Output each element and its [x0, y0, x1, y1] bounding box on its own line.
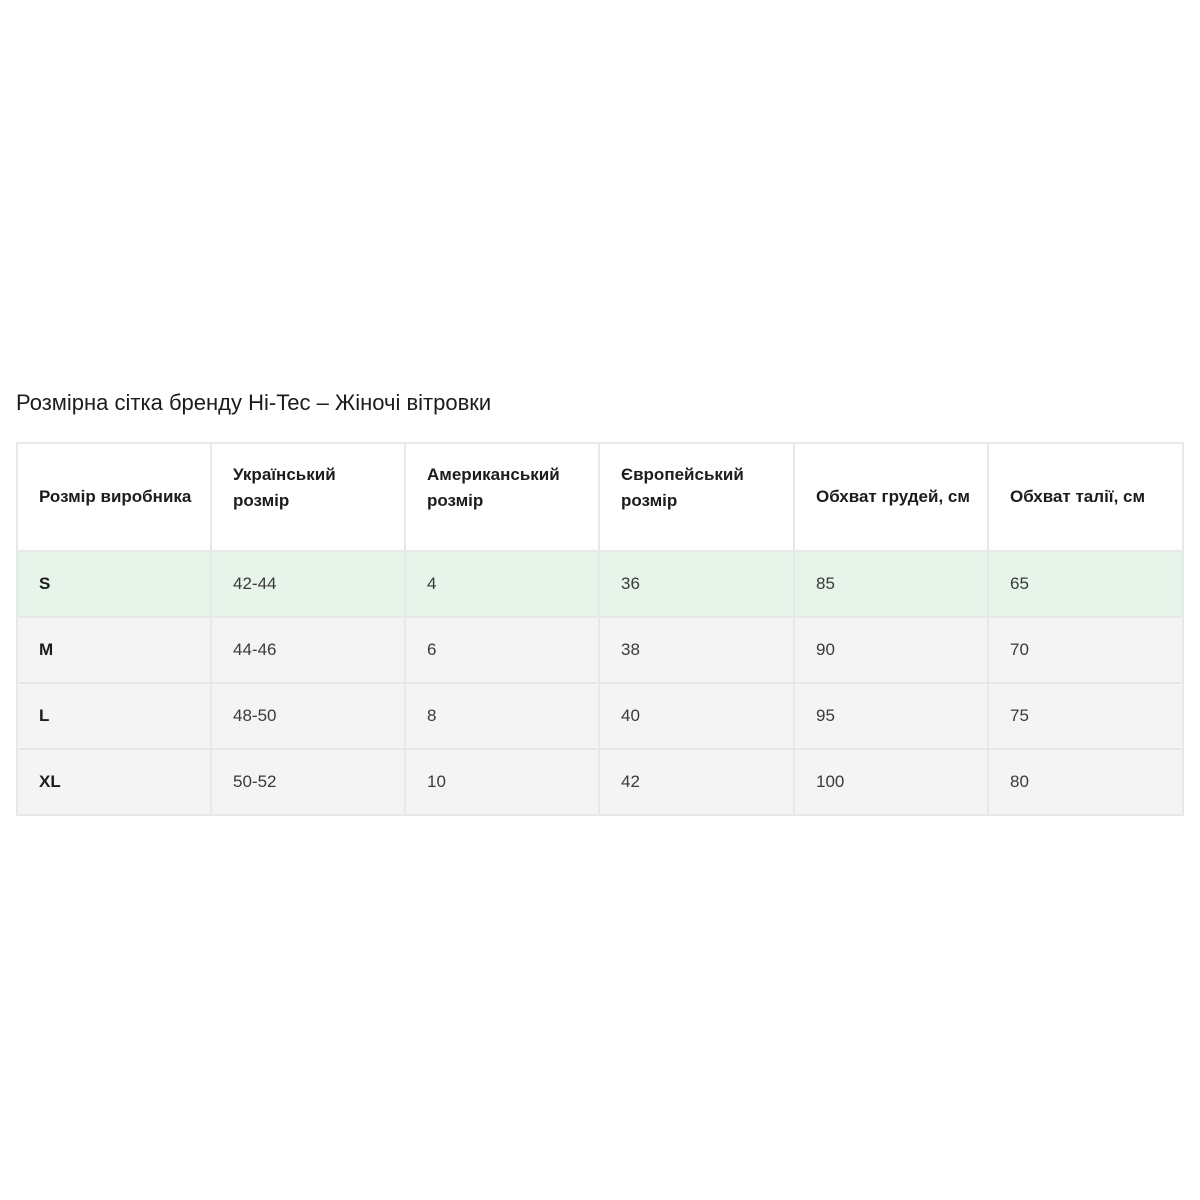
table-cell-american-size: 4 [405, 551, 599, 617]
table-cell-european-size: 40 [599, 683, 794, 749]
page-title: Розмірна сітка бренду Hi-Tec – Жіночі вітровки [16, 390, 492, 415]
column-header-american-size [405, 443, 599, 551]
column-header-waist [988, 443, 1183, 551]
table-cell-chest: 85 [794, 551, 988, 617]
table-cell-manufacturer-size: M [17, 617, 211, 683]
column-header-label: Європейський розмір [621, 465, 744, 510]
column-header-label: Обхват талії, см [1010, 487, 1146, 506]
table-cell-ukrainian-size: 48-50 [211, 683, 405, 749]
table-cell-waist: 80 [988, 749, 1183, 815]
column-header-manufacturer-size [17, 443, 211, 551]
table-row [17, 617, 1183, 683]
table-cell-american-size: 6 [405, 617, 599, 683]
table-cell-waist: 65 [988, 551, 1183, 617]
table-cell-european-size: 38 [599, 617, 794, 683]
table-cell-manufacturer-size: XL [17, 749, 211, 815]
table-cell-chest: 90 [794, 617, 988, 683]
table-cell-chest: 95 [794, 683, 988, 749]
column-header-chest [794, 443, 988, 551]
column-header-label: Обхват грудей, см [816, 487, 970, 506]
table-cell-american-size: 10 [405, 749, 599, 815]
table-row [17, 551, 1183, 617]
column-header-european-size [599, 443, 794, 551]
table-cell-ukrainian-size: 42-44 [211, 551, 405, 617]
table-cell-ukrainian-size: 44-46 [211, 617, 405, 683]
table-cell-european-size: 36 [599, 551, 794, 617]
column-header-ukrainian-size [211, 443, 405, 551]
size-chart-table [16, 442, 1184, 816]
table-cell-manufacturer-size: S [17, 551, 211, 617]
table-cell-manufacturer-size: L [17, 683, 211, 749]
table-cell-american-size: 8 [405, 683, 599, 749]
table-header-row [17, 443, 1183, 551]
table-cell-chest: 100 [794, 749, 988, 815]
column-header-label: Розмір виробника [39, 487, 192, 506]
column-header-label: Український розмір [233, 465, 336, 510]
table-cell-waist: 75 [988, 683, 1183, 749]
column-header-label: Американський розмір [427, 465, 560, 510]
table-row [17, 749, 1183, 815]
table-row [17, 683, 1183, 749]
table-cell-european-size: 42 [599, 749, 794, 815]
table-cell-ukrainian-size: 50-52 [211, 749, 405, 815]
table-cell-waist: 70 [988, 617, 1183, 683]
